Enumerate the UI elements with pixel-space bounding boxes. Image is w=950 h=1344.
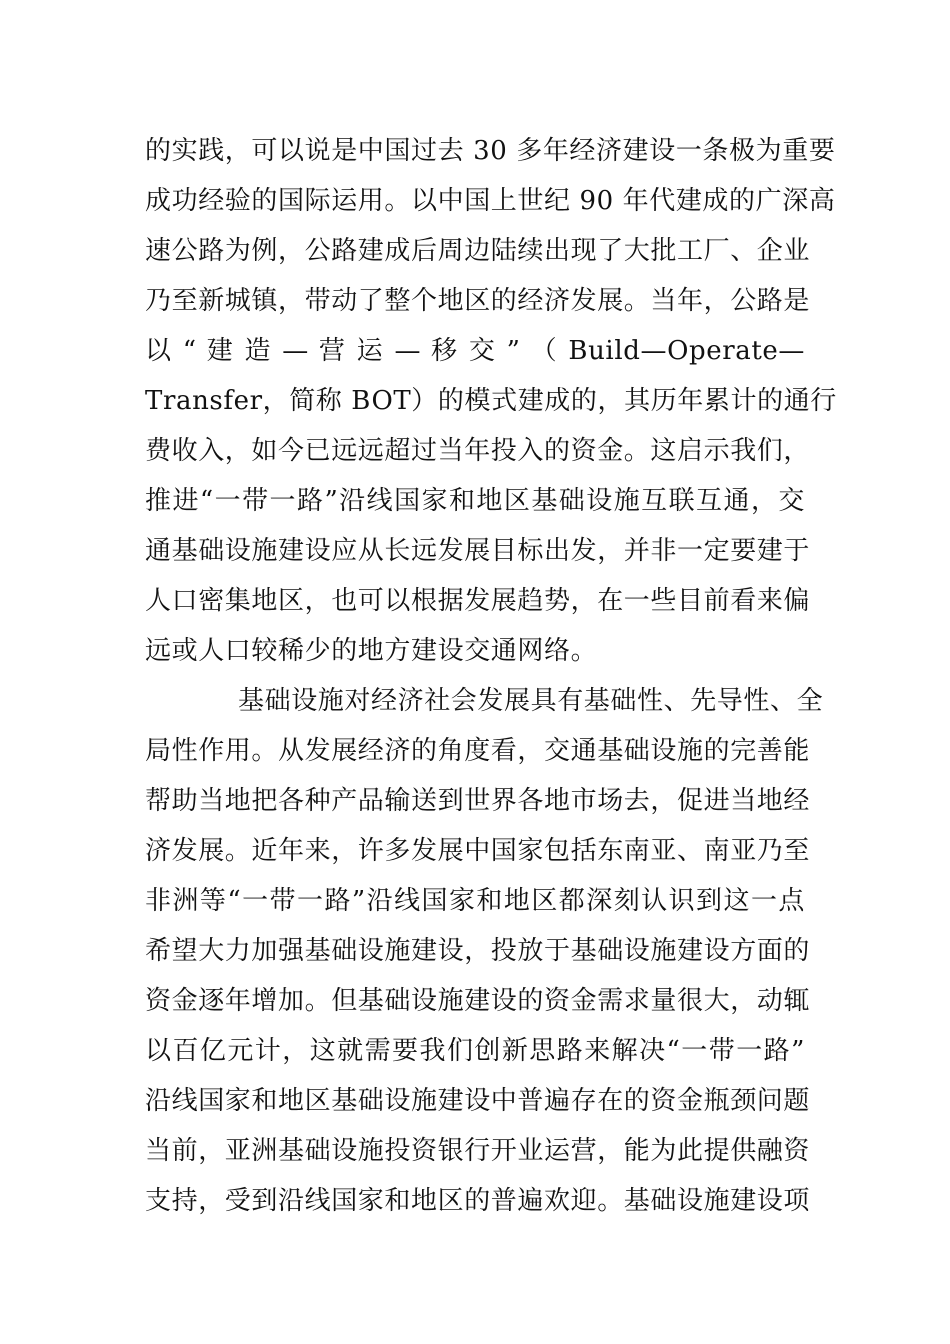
- text-line: 的实践，可以说是中国过去 30 多年经济建设一条极为重要: [145, 136, 836, 166]
- text-line: 速公路为例，公路建成后周边陆续出现了大批工厂、企业: [145, 236, 811, 266]
- text-line: 局性作用。从发展经济的角度看，交通基础设施的完善能: [145, 736, 811, 766]
- text-line: 以 “ 建 造 — 营 运 — 移 交 ” （ Build—Operate—: [145, 336, 805, 366]
- text-line: 成功经验的国际运用。以中国上世纪 90 年代建成的广深高: [145, 186, 836, 216]
- text-line: 乃至新城镇，带动了整个地区的经济发展。当年，公路是: [145, 286, 811, 316]
- text-line: 资金逐年增加。但基础设施建设的资金需求量很大，动辄: [145, 986, 811, 1016]
- text-line: 济发展。近年来，许多发展中国家包括东南亚、南亚乃至: [145, 836, 811, 866]
- text-line: 当前，亚洲基础设施投资银行开业运营，能为此提供融资: [145, 1136, 811, 1166]
- text-line: 推进“一带一路”沿线国家和地区基础设施互联互通，交: [145, 486, 805, 516]
- text-line: 通基础设施建设应从长远发展目标出发，并非一定要建于: [145, 536, 811, 566]
- text-line: 帮助当地把各种产品输送到世界各地市场去，促进当地经: [145, 786, 811, 816]
- text-line: 沿线国家和地区基础设施建设中普遍存在的资金瓶颈问题: [145, 1086, 811, 1116]
- text-line: 费收入，如今已远远超过当年投入的资金。这启示我们，: [145, 436, 811, 466]
- text-line: 支持，受到沿线国家和地区的普遍欢迎。基础设施建设项: [145, 1186, 811, 1216]
- text-line: Transfer，简称 BOT）的模式建成的，其历年累计的通行: [145, 386, 837, 416]
- text-line: 人口密集地区，也可以根据发展趋势，在一些目前看来偏: [145, 586, 811, 616]
- text-line: 非洲等“一带一路”沿线国家和地区都深刻认识到这一点: [145, 886, 805, 916]
- text-line: 远或人口较稀少的地方建设交通网络。: [145, 636, 598, 666]
- text-line: 以百亿元计，这就需要我们创新思路来解决“一带一路”: [145, 1036, 805, 1066]
- text-line: 希望大力加强基础设施建设，投放于基础设施建设方面的: [145, 936, 811, 966]
- paragraph-first-line: 基础设施对经济社会发展具有基础性、先导性、全: [238, 686, 824, 716]
